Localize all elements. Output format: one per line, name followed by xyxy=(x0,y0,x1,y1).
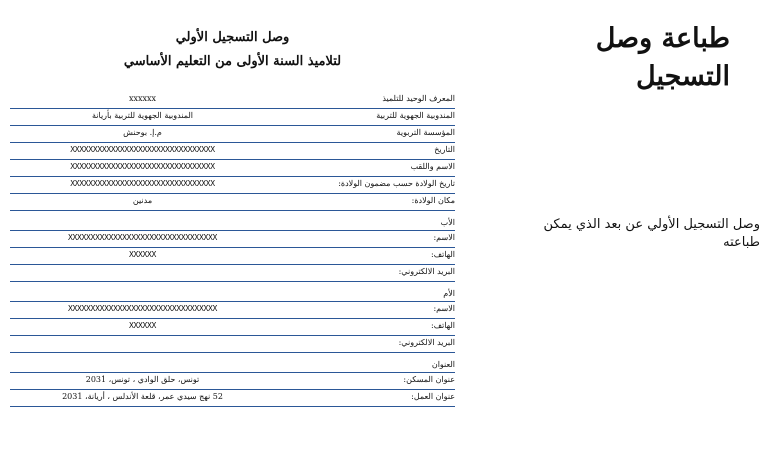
father-phone-value: XXXXXX xyxy=(128,250,157,259)
father-email-label: البريد الالكتروني: xyxy=(398,267,455,276)
mother-phone-label: الهاتف: xyxy=(431,321,455,330)
mother-name-value: XXXXXXXXXXXXXXXXXXXXXXXXXXXXXXXXX xyxy=(67,304,218,313)
regional-office-row xyxy=(10,109,455,126)
full-name-row xyxy=(10,160,455,177)
birth-date-label: تاريخ الولادة حسب مضمون الولادة: xyxy=(338,179,455,188)
mother-name-row xyxy=(10,302,455,319)
mother-email-label: البريد الالكتروني: xyxy=(398,338,455,347)
work-address-value: 52 نهج سيدي عمر، قلعة الأندلس ، أريانة، 2031 xyxy=(62,392,223,401)
birth-place-label: مكان الولادة: xyxy=(411,196,455,205)
school-row xyxy=(10,126,455,143)
student-id-row xyxy=(10,92,455,109)
mother-phone-value: XXXXXX xyxy=(128,321,157,330)
school-label: المؤسسة التربوية xyxy=(396,128,455,137)
father-phone-label: الهاتف: xyxy=(431,250,455,259)
date-row xyxy=(10,143,455,160)
receipt-title: وصل التسجيل الأولي xyxy=(175,30,290,45)
father-name-value: XXXXXXXXXXXXXXXXXXXXXXXXXXXXXXXXX xyxy=(67,233,218,242)
page-title: طباعة وصل التسجيل xyxy=(595,23,730,92)
father-name-row xyxy=(10,231,455,248)
mother-email-row xyxy=(10,336,455,353)
student-id-value: xxxxxx xyxy=(128,94,157,103)
student-id-label: المعرف الوحيد للتلميذ xyxy=(382,94,455,103)
birth-date-value: XXXXXXXXXXXXXXXXXXXXXXXXXXXXXXXX xyxy=(70,179,215,188)
page-description: وصل التسجيل الأولي عن بعد الذي يمكن طباعته xyxy=(543,217,760,250)
father-phone-row xyxy=(10,248,455,265)
receipt-subtitle: لتلاميذ السنة الأولى من التعليم الأساسي xyxy=(123,54,342,69)
full-name-value: XXXXXXXXXXXXXXXXXXXXXXXXXXXXXXXX xyxy=(70,162,215,171)
work-address-row xyxy=(10,390,455,407)
mother-section-heading xyxy=(10,282,455,302)
work-address-label: عنوان العمل: xyxy=(411,392,455,401)
home-address-value: تونس، حلق الوادي ، تونس، 2031 xyxy=(85,375,200,384)
address-section-heading xyxy=(10,353,455,373)
birth-date-row xyxy=(10,177,455,194)
father-name-label: الاسم: xyxy=(433,233,455,242)
regional-office-value: المندوبية الجهوية للتربية بأريانة xyxy=(91,111,194,120)
regional-office-label: المندوبية الجهوية للتربية xyxy=(376,111,455,120)
registration-receipt xyxy=(10,20,455,465)
father-section-heading xyxy=(10,211,455,231)
birth-place-row xyxy=(10,194,455,211)
father-heading: الأب xyxy=(440,218,455,227)
mother-name-label: الاسم: xyxy=(433,304,455,313)
address-heading: العنوان xyxy=(431,360,455,369)
father-email-row xyxy=(10,265,455,282)
date-value: XXXXXXXXXXXXXXXXXXXXXXXXXXXXXXXX xyxy=(70,145,215,154)
date-label: التاريخ xyxy=(434,145,455,154)
home-address-row xyxy=(10,373,455,390)
mother-heading: الأم xyxy=(443,289,455,298)
school-value: م.إ. بوحنش xyxy=(123,128,162,137)
receipt-fields xyxy=(10,92,455,407)
birth-place-value: مدنين xyxy=(132,196,153,205)
mother-phone-row xyxy=(10,319,455,336)
full-name-label: الاسم واللقب xyxy=(410,162,455,171)
home-address-label: عنوان المسكن: xyxy=(403,375,455,384)
